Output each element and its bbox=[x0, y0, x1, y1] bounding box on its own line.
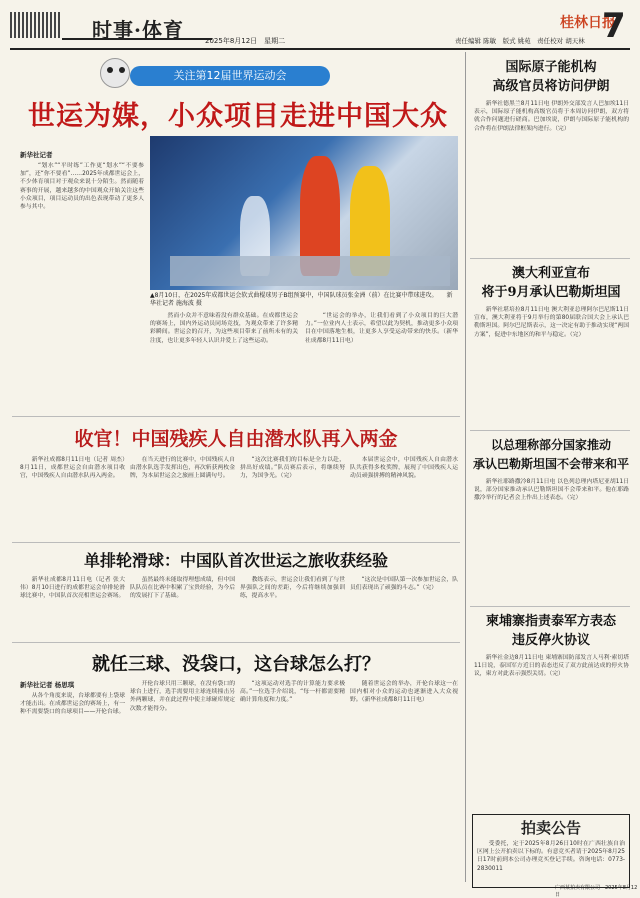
auction-notice bbox=[472, 814, 630, 888]
story-divider bbox=[470, 258, 630, 259]
editor-credits: 责任编辑 陈敏 版式 姚苑 责任校对 胡天林 bbox=[455, 37, 585, 45]
story2-headline: 收官！中国残疾人自由潜水队再入两金 bbox=[74, 428, 398, 450]
photo-caption: ▲8月10日，在2025年成都世运会软式曲棍球男子B组预赛中，中国队球员张金洲（前）在比赛中带球进攻。 新华社记者 施海波 摄 bbox=[150, 292, 453, 307]
story2-column-2: 在当天进行的比赛中，中国残疾人自由潜水队选手发挥出色，再次斩获两枚金牌，为本届世运会之旅画上圆满句号。 bbox=[130, 457, 235, 480]
story-divider bbox=[470, 430, 630, 431]
right-story1-body: 新华社德黑兰8月11日电 伊朗外交部发言人巴加埃11日表示，国际原子能机构高级官员将于本周访问伊朗，双方将就合作问题进行磋商。巴加埃说，伊朗与国际原子能机构的合作将在伊朗法律框架内进行。（完） bbox=[474, 101, 629, 132]
lead-column-2: 然而小众并不意味着没有群众基础。在成都世运会的赛场上，国内外运动员同场竞技，为观众带来了许多精彩瞬间。世运会的召开，为这些项目带来了前所未有的关注度，也让更多年轻人认识并爱上了这些运动。 bbox=[150, 313, 298, 344]
story2-column-3: “这次比赛我们的目标是全力以赴，拼出好成绩。”队员赛后表示，将继续努力，为国争光。（完） bbox=[240, 457, 345, 480]
story2-column-4: 本届世运会中，中国残疾人自由潜水队共获得多枚奖牌，展现了中国残疾人运动员顽强拼搏的精神风貌。 bbox=[350, 457, 458, 480]
auction-notice-body: 受委托，定于2025年8月26日10时在广西壮族自治区网上公开拍卖以下标的。有意竞买者请于2025年8月25日17时前到本公司办理竞买登记手续。咨询电话：0773-2830011 bbox=[477, 841, 625, 872]
story3-column-3: 教练表示，世运会让我们看到了与世界强队之间的差距，今后将继续加强训练，提高水平。 bbox=[240, 577, 345, 600]
issue-date: 2025年8月12日 星期二 bbox=[205, 37, 286, 45]
story4-headline: 就任三球、没袋口，这台球怎么打？ bbox=[92, 654, 380, 675]
topic-banner: 关注第12届世界运动会 bbox=[130, 66, 330, 86]
story4-column-3: “这项运动对选手的计算能力要求极高。”一位选手介绍说，“每一杆都需要精确计算角度和力度。” bbox=[240, 681, 345, 704]
section-title: 时事·体育 bbox=[92, 18, 184, 42]
story3-headline: 单排轮滑球：中国队首次世运之旅收获经验 bbox=[83, 551, 388, 570]
story3-column-1: 新华社成都8月11日电（记者 张大伟）8月10日进行的成都世运会单排轮滑球比赛中，中国队首次亮相世运会赛场。 bbox=[20, 577, 125, 600]
right-story2-body: 新华社堪培拉8月11日电 澳大利亚总理阿尔巴尼斯11日宣布，澳大利亚将于9月举行的第80届联合国大会上承认巴勒斯坦国。阿尔巴尼斯表示，这一决定有助于推动实现“两国方案”，促进中东地区的和平与稳定。（完） bbox=[474, 307, 629, 338]
story4-byline: 新华社记者 杨思琪 bbox=[20, 681, 75, 689]
story3-column-2: 虽然最终未能取得理想成绩，但中国队队员在比赛中积累了宝贵经验，为今后的发展打下了基础。 bbox=[130, 577, 235, 600]
auction-notice-title: 拍卖公告 bbox=[520, 819, 581, 837]
newspaper-masthead: 桂林日报 bbox=[560, 15, 616, 31]
story-divider bbox=[12, 642, 460, 643]
story3-column-4: “这次是中国队第一次参加世运会，队员们表现出了顽强的斗志。”（完） bbox=[350, 577, 458, 592]
mascot-icon bbox=[100, 58, 130, 88]
story-divider bbox=[12, 542, 460, 543]
lead-headline: 世运为媒，小众项目走进中国大众 bbox=[28, 101, 448, 132]
masthead-decoration bbox=[10, 12, 60, 38]
story-divider bbox=[12, 416, 460, 417]
header-rule bbox=[10, 48, 630, 50]
lead-column-3: “世运会的举办，让我们看到了小众项目的巨大潜力。”一位业内人士表示，希望以此为契机，推动更多小众项目在中国落地生根，让更多人享受运动带来的快乐。（新华社成都8月11日电） bbox=[305, 313, 458, 344]
right-story2-headline: 澳大利亚宣布 将于9月承认巴勒斯坦国 bbox=[481, 266, 621, 300]
right-story4-body: 新华社金边8月11日电 柬埔寨国防部发言人马利·索切塔11日说，泰国军方近日的表态违反了双方此前达成的停火协议，柬方对此表示强烈关切。（完） bbox=[474, 655, 629, 678]
page-number: 7 bbox=[602, 6, 626, 46]
floorball-photo bbox=[150, 136, 458, 290]
right-story4-headline: 柬埔寨指责泰军方表态 违反停火协议 bbox=[485, 614, 616, 648]
right-story3-headline: 以总理称部分国家推动 承认巴勒斯坦国不会带来和平 bbox=[472, 438, 629, 471]
lead-byline: 新华社记者 bbox=[20, 151, 53, 159]
right-story1-headline: 国际原子能机构 高级官员将访问伊朗 bbox=[492, 60, 610, 94]
story2-column-1: 新华社成都8月11日电（记者 周杰）8月11日，成都世运会自由潜水项目收官，中国残疾人自由潜水队再入两金。 bbox=[20, 457, 125, 480]
story4-column-1: 从各个角度来说，台球都要有上袋球才能击出。在成都世运会的赛场上，有一种不需要袋口的台球项目——开伦台球。 bbox=[20, 693, 125, 716]
story4-column-2: 开伦台球只用三颗球，在没有袋口的球台上进行，选手需要用主球连续撞击另外两颗球，并在此过程中使主球碰库规定次数才能得分。 bbox=[130, 681, 235, 712]
story-divider bbox=[470, 606, 630, 607]
auction-notice-footer: 广西某拍卖有限公司 2025年8月12日 bbox=[555, 885, 638, 898]
story4-column-4: 随着世运会的举办，开伦台球这一在国内相对小众的运动也逐渐进入大众视野。（新华社成都8月11日电） bbox=[350, 681, 458, 704]
lead-column-1: “划水”“平时练”工作更“划水”“不要参加”，还“你不要看”……2025年成都世运会上，不少体育项目对于观众来说十分陌生。然而随着赛事的开展，越来越多的中国观众开始关注这些小众项目，项目运动员的出色表现带动了更多人参与其中。 bbox=[20, 163, 144, 211]
right-story3-body: 新华社耶路撒冷8月11日电 以色列总理内塔尼亚胡11日说，部分国家推动承认巴勒斯坦国不会带来和平。他在耶路撒冷举行的记者会上作出上述表态。（完） bbox=[474, 479, 629, 502]
column-rule bbox=[465, 52, 466, 882]
